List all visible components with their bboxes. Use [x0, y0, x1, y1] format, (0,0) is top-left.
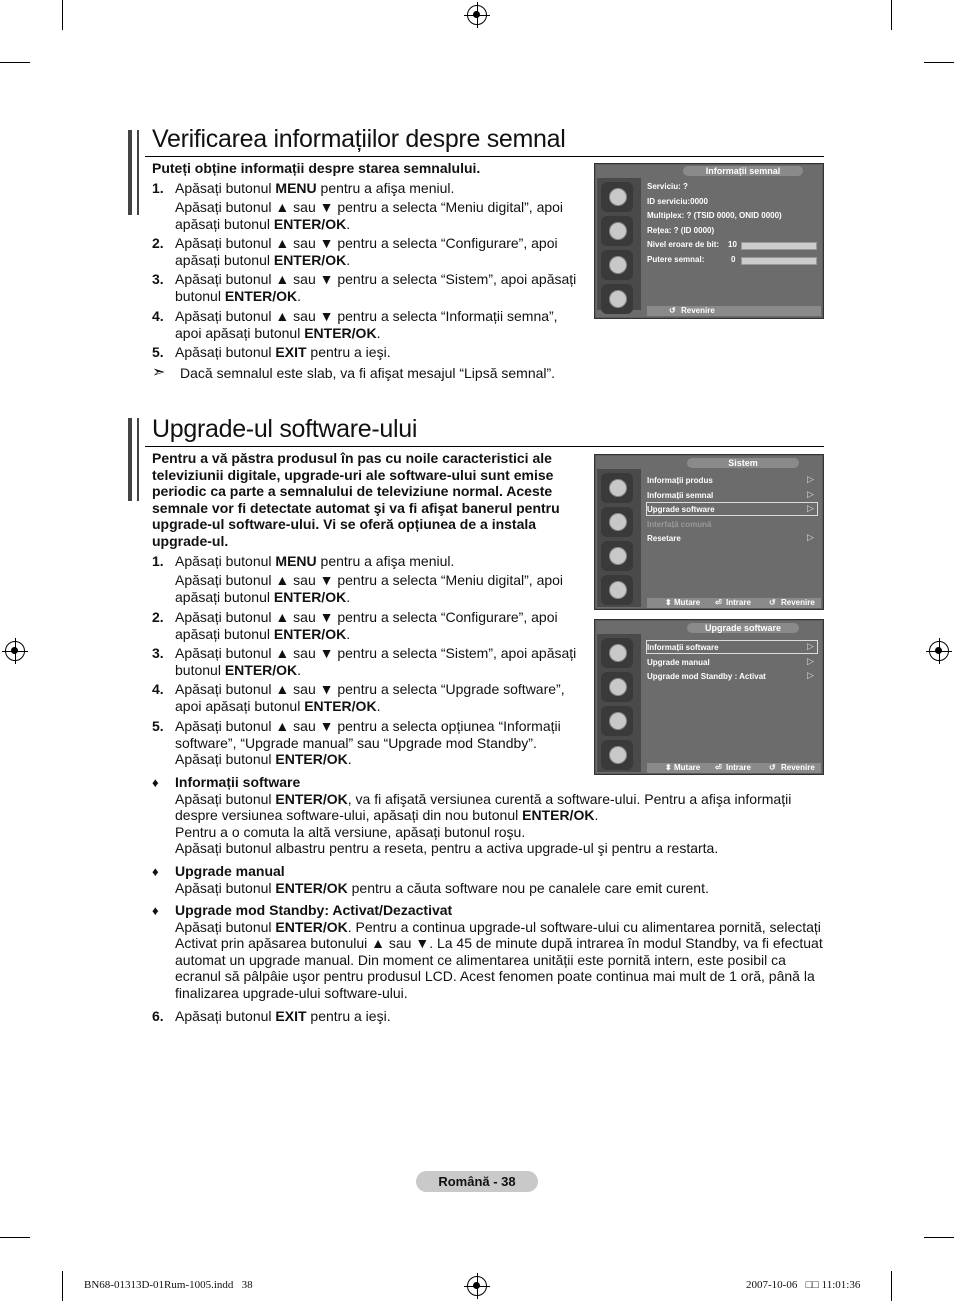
- section-intro: Puteți obține informații despre starea semnalului.: [152, 160, 481, 176]
- bold-keyword: MENU: [275, 553, 317, 569]
- enter-icon: ⏎: [715, 598, 722, 607]
- osd-signal-value: 0: [731, 255, 736, 264]
- osd-footer: [647, 763, 821, 773]
- bold-keyword: ENTER/OK: [304, 697, 377, 714]
- chevron-right-icon: ▷: [807, 503, 814, 513]
- move-icon: ⬍: [665, 598, 672, 607]
- osd-row: Serviciu: ?: [647, 182, 688, 191]
- text-run: Apăsați butonul: [175, 790, 276, 807]
- bold-keyword: ENTER/OK: [224, 661, 298, 678]
- chevron-right-icon: ▷: [807, 474, 814, 484]
- text-run: Apăsați butonul: [175, 918, 276, 935]
- page-number: Română - 38: [416, 1171, 538, 1192]
- footer-move: Mutare: [674, 763, 701, 772]
- text-run: Apăsați butonul: [175, 553, 276, 569]
- tv-menu-icon: [601, 672, 633, 702]
- osd-row: Putere semnal:: [647, 255, 705, 264]
- menu-item-software-info[interactable]: Informații software: [647, 643, 719, 652]
- return-icon: ↺: [769, 763, 776, 772]
- registration-mark-icon: [929, 641, 949, 661]
- settings-menu-icon: [601, 541, 633, 571]
- step-text: [175, 308, 585, 341]
- crop-mark: [891, 1271, 892, 1301]
- bold-keyword: ENTER/OK: [275, 790, 348, 807]
- step-number: 5.: [152, 718, 164, 734]
- footer-enter: Intrare: [726, 598, 751, 607]
- text-run: pentru a ieşi.: [306, 344, 391, 360]
- osd-signal-info: [594, 163, 824, 319]
- step-text: [175, 1008, 585, 1025]
- section-intro: Pentru a vă păstra produsul în pas cu noile caracteristici ale televiziunii digitale, upgrade-uri ale software-ului sunt emise periodic ca parte a semnalului de televiziune normal. Aceste semnale vor fi detectate automat şi va fi afişat banerul pentru upgrade-ul software-ului. Vi se oferă opțiunea de a instala upgrade-ul.: [152, 450, 560, 549]
- text-run: .: [346, 215, 351, 232]
- enter-icon: ⏎: [715, 763, 722, 772]
- step-text: [175, 344, 585, 361]
- step-text: [175, 681, 585, 714]
- text-run: pentru a căuta software nou pe canalele care emit curent.: [347, 879, 709, 896]
- note-text: Dacă semnalul este slab, va fi afişat mesajul “Lipsă semnal”.: [180, 365, 556, 381]
- section-marker: [137, 130, 139, 215]
- step-text: [175, 199, 585, 232]
- text-run: .: [297, 661, 302, 678]
- text-run: Apăsați butonul ▲ sau ▼ pentru a selecta “Sistem”, apoi apăsați butonul: [175, 645, 577, 678]
- osd-footer: [647, 598, 821, 608]
- osd-title: Sistem: [687, 458, 799, 468]
- bold-keyword: ENTER/OK: [273, 625, 347, 642]
- footer-return: Revenire: [781, 763, 815, 772]
- text-run: Apăsați butonul: [175, 879, 276, 896]
- menu-item-reset[interactable]: Resetare: [647, 534, 681, 543]
- step-number: 4.: [152, 308, 164, 324]
- return-icon: ↺: [669, 306, 676, 315]
- text-run: .: [376, 324, 381, 341]
- section-title: Verificarea informațiilor despre semnal: [152, 125, 566, 153]
- step-text: [175, 271, 585, 304]
- bullet-item: [175, 863, 825, 896]
- text-run: Apăsați butonul ▲ sau ▼ pentru a selecta “Upgrade software”, apoi apăsați butonul: [175, 681, 565, 714]
- crop-mark: [924, 1237, 954, 1238]
- bullet-heading: Upgrade manual: [175, 863, 285, 879]
- crop-mark: [0, 62, 30, 63]
- text-run: Apăsați butonul ▲ sau ▼ pentru a selecta “Configurare”, apoi apăsați butonul: [175, 609, 558, 642]
- step-text: [175, 718, 585, 768]
- registration-mark-icon: [467, 1276, 487, 1296]
- step-text: [175, 609, 585, 642]
- menu-item-upgrade-software[interactable]: Upgrade software: [647, 505, 715, 514]
- bullet-paragraph: [175, 840, 825, 857]
- step-text: [175, 572, 585, 605]
- step-number: 6.: [152, 1008, 164, 1024]
- text-run: .: [594, 807, 599, 823]
- chevron-right-icon: ▷: [807, 532, 814, 542]
- bullet-item: [175, 774, 825, 857]
- step-number: 3.: [152, 645, 164, 661]
- antenna-menu-icon: [601, 638, 633, 668]
- text-run: .: [347, 751, 352, 767]
- section-rule: [145, 156, 824, 157]
- text-run: Apăsați butonul ▲ sau ▼ pentru a selecta “Configurare”, apoi apăsați butonul: [175, 235, 558, 268]
- crop-mark: [62, 1271, 63, 1301]
- bold-keyword: ENTER/OK: [273, 588, 347, 605]
- step-number: 3.: [152, 271, 164, 287]
- text-run: Apăsați butonul ▲ sau ▼ pentru a selecta “Meniu digital”, apoi apăsați butonul: [175, 572, 564, 605]
- text-run: Apăsați butonul ▲ sau ▼ pentru a selecta “Meniu digital”, apoi apăsați butonul: [175, 199, 564, 232]
- bullet-heading: Upgrade mod Standby: Activat/Dezactivat: [175, 902, 453, 918]
- input-menu-icon: [601, 284, 633, 314]
- bullet-paragraph: [175, 791, 825, 824]
- tv-menu-icon: [601, 507, 633, 537]
- crop-mark: [0, 1237, 30, 1238]
- osd-row: Multiplex: ? (TSID 0000, ONID 0000): [647, 211, 782, 220]
- section-marker: [137, 418, 139, 501]
- step-text: [175, 553, 585, 570]
- signal-strength-bar: [741, 257, 817, 265]
- menu-item-manual-upgrade[interactable]: Upgrade manual: [647, 658, 710, 667]
- tv-menu-icon: [601, 216, 633, 246]
- section-marker: [128, 418, 132, 501]
- text-run: Apăsați butonul: [175, 344, 276, 360]
- footer-move: Mutare: [674, 598, 701, 607]
- bold-keyword: ENTER/OK: [273, 251, 347, 268]
- text-run: .: [346, 251, 351, 268]
- text-run: pentru a afişa meniul.: [316, 180, 455, 196]
- text-run: .: [297, 287, 302, 304]
- step-number: 2.: [152, 609, 164, 625]
- footer-filename: BN68-01313D-01Rum-1005.indd 38: [84, 1279, 253, 1291]
- bullet-paragraph: [175, 880, 825, 897]
- crop-mark: [891, 0, 892, 30]
- step-number: 1.: [152, 180, 164, 196]
- osd-footer: [647, 306, 821, 316]
- osd-row: Rețea: ? (ID 0000): [647, 226, 715, 235]
- antenna-menu-icon: [601, 182, 633, 212]
- settings-menu-icon: [601, 250, 633, 280]
- step-number: 5.: [152, 344, 164, 360]
- registration-mark-icon: [5, 641, 25, 661]
- osd-bit-error-value: 10: [728, 240, 737, 249]
- bold-keyword: ENTER/OK: [273, 215, 347, 232]
- bold-keyword: ENTER/OK: [275, 751, 348, 767]
- crop-mark: [924, 62, 954, 63]
- text-run: Apăsați butonul albastru pentru a reseta, pentru a activa upgrade-ul şi pentru a restarta.: [175, 840, 719, 856]
- bullet-diamond-icon: ♦: [152, 903, 159, 918]
- text-run: , va fi afişată versiunea curentă a software-ului. Pentru a afişa informații despre versiunea software-ului, apăsați din nou butonul: [175, 790, 792, 823]
- text-run: Apăsați butonul ▲ sau ▼ pentru a selecta opțiunea “Informații software”, “Upgrade manual” sau “Upgrade mod Standby”. Apăsați butonul: [175, 718, 561, 767]
- text-run: .: [376, 697, 381, 714]
- text-run: Apăsați butonul ▲ sau ▼ pentru a selecta “Informații semna”, apoi apăsați butonul: [175, 308, 558, 341]
- bullet-heading: Informații software: [175, 774, 301, 790]
- note-arrow-icon: ➣: [152, 364, 166, 381]
- step-text: [175, 645, 585, 678]
- footer-enter: Intrare: [726, 763, 751, 772]
- osd-upgrade-software: [594, 619, 824, 775]
- step-number: 4.: [152, 681, 164, 697]
- bold-keyword: ENTER/OK: [275, 879, 348, 896]
- footer-return: Revenire: [681, 306, 715, 315]
- section-title: Upgrade-ul software-ului: [152, 415, 418, 443]
- bullet-paragraph: [175, 919, 825, 1002]
- menu-item-common-interface[interactable]: Interfață comună: [647, 520, 712, 529]
- menu-item-product-info[interactable]: Informații produs: [647, 476, 713, 485]
- bullet-item: [175, 902, 825, 1001]
- chevron-right-icon: ▷: [807, 489, 814, 499]
- bold-keyword: EXIT: [275, 344, 307, 360]
- move-icon: ⬍: [665, 763, 672, 772]
- step-number: 1.: [152, 553, 164, 569]
- text-run: pentru a ieşi.: [306, 1008, 391, 1024]
- crop-mark: [62, 0, 63, 30]
- menu-item-standby-upgrade[interactable]: Upgrade mod Standby : Activat: [647, 672, 766, 681]
- bullet-diamond-icon: ♦: [152, 775, 159, 790]
- bold-keyword: ENTER/OK: [275, 918, 348, 935]
- text-run: Pentru a o comuta la altă versiune, apăsați butonul roşu.: [175, 823, 526, 840]
- footer-return: Revenire: [781, 598, 815, 607]
- chevron-right-icon: ▷: [807, 641, 814, 651]
- text-run: pentru a afişa meniul.: [316, 553, 455, 569]
- bold-keyword: EXIT: [275, 1008, 307, 1024]
- menu-item-signal-info[interactable]: Informații semnal: [647, 491, 714, 500]
- step-text: [175, 180, 585, 197]
- bullet-paragraph: [175, 824, 825, 841]
- input-menu-icon: [601, 740, 633, 770]
- text-run: Apăsați butonul ▲ sau ▼ pentru a selecta “Sistem”, apoi apăsați butonul: [175, 271, 577, 304]
- bullet-diamond-icon: ♦: [152, 864, 159, 879]
- input-menu-icon: [601, 575, 633, 605]
- step-text: [175, 235, 585, 268]
- osd-title: Upgrade software: [687, 623, 799, 633]
- chevron-right-icon: ▷: [807, 670, 814, 680]
- text-run: . Pentru a continua upgrade-ul software-ului cu alimentarea pornită, selectați Activat prin apăsarea butonului ▲ sau ▼. La 45 de minute după intrarea în modul Standby, va fi efectuat automat un upgrade manual. Din moment ce alimentarea unității este pornită intern, este posibil ca ecranul să pâlpâie uşor pentru produsul LCD. Acest fenomen poate continua mai mult de 1 oră, până la finalizarea upgrade-ului software-ului.: [175, 918, 823, 1001]
- antenna-menu-icon: [601, 473, 633, 503]
- osd-system-menu: [594, 454, 824, 610]
- osd-row: Nivel eroare de bit:: [647, 240, 720, 249]
- text-run: Apăsați butonul: [175, 180, 276, 196]
- return-icon: ↺: [769, 598, 776, 607]
- bold-keyword: ENTER/OK: [304, 324, 377, 341]
- registration-mark-icon: [467, 5, 487, 25]
- text-run: .: [346, 625, 351, 642]
- step-number: 2.: [152, 235, 164, 251]
- bold-keyword: ENTER/OK: [224, 287, 298, 304]
- footer-timestamp: 2007-10-06 □□ 11:01:36: [746, 1279, 861, 1291]
- section-marker: [128, 130, 132, 215]
- text-run: Apăsați butonul: [175, 1008, 276, 1024]
- section-rule: [145, 446, 824, 447]
- osd-row: ID serviciu:0000: [647, 197, 708, 206]
- bold-keyword: ENTER/OK: [522, 807, 595, 823]
- text-run: .: [346, 588, 351, 605]
- chevron-right-icon: ▷: [807, 656, 814, 666]
- bit-error-bar: [741, 242, 817, 250]
- osd-title: Informații semnal: [683, 166, 803, 176]
- settings-menu-icon: [601, 706, 633, 736]
- bold-keyword: MENU: [275, 180, 317, 196]
